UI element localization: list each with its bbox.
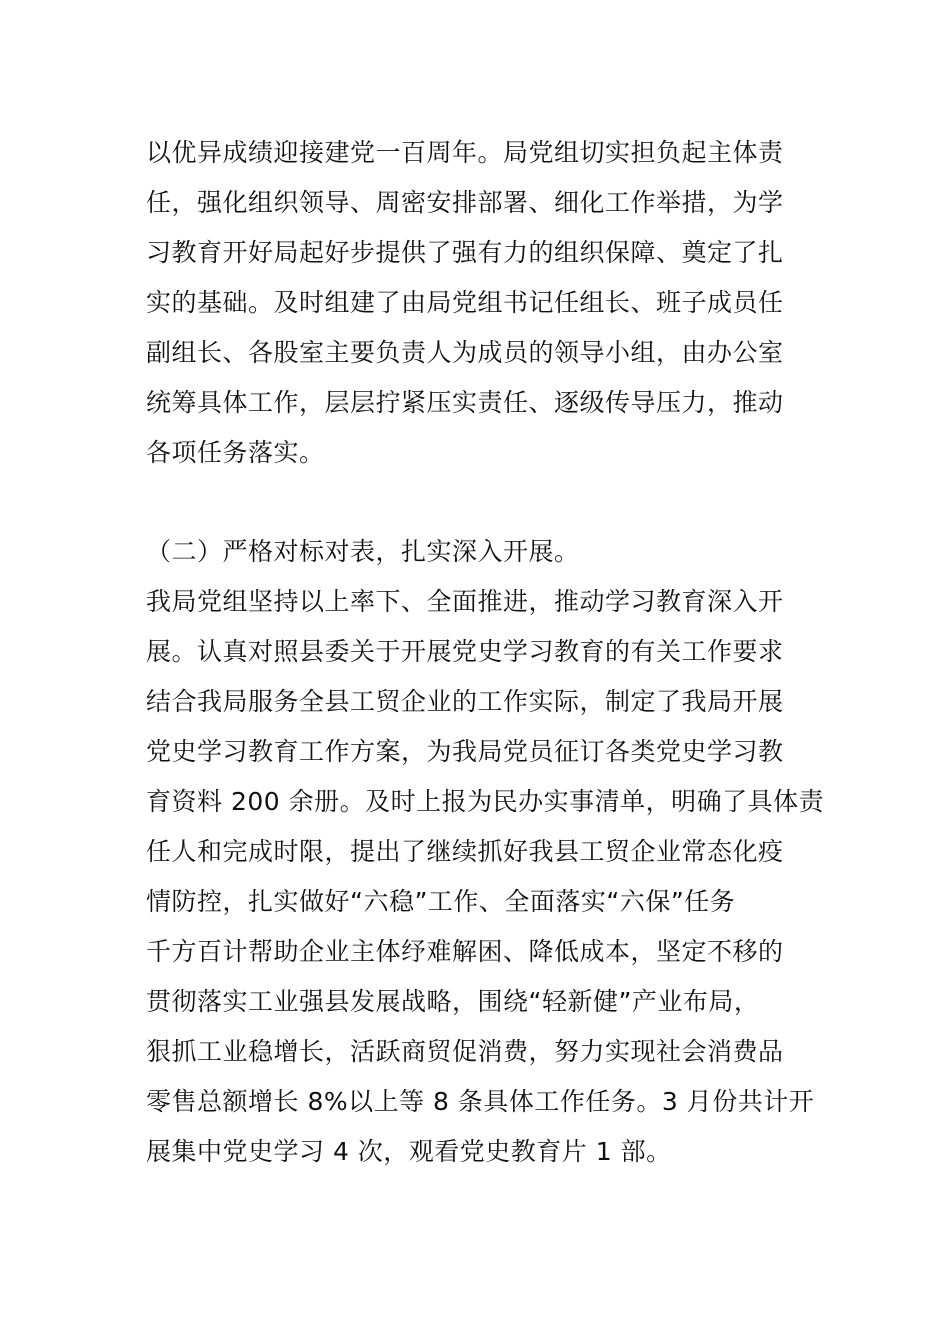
text-line: 以优异成绩迎接建党一百周年。局党组切实担负起主体责 bbox=[146, 138, 784, 167]
text-line: 任，强化组织领导、周密安排部署、细化工作举措，为学 bbox=[146, 188, 784, 217]
text-line: 我局党组坚持以上率下、全面推进，推动学习教育深入开 bbox=[146, 587, 784, 616]
text-line: 零售总额增长 8%以上等 8 条具体工作任务。3 月份共计开 bbox=[146, 1087, 815, 1116]
text-line: 展。认真对照县委关于开展党史学习教育的有关工作要求 bbox=[146, 637, 784, 666]
text-line: 狠抓工业稳增长，活跃商贸促消费，努力实现社会消费品 bbox=[146, 1037, 784, 1066]
section-heading-text: （二）严格对标对表，扎实深入开展。 bbox=[146, 537, 580, 566]
text-line: 实的基础。及时组建了由局党组书记任组长、班子成员任 bbox=[146, 288, 784, 317]
text-line: 结合我局服务全县工贸企业的工作实际，制定了我局开展 bbox=[146, 687, 784, 716]
text-line: 贯彻落实工业强县发展战略，围绕“轻新健”产业布局， bbox=[146, 987, 760, 1016]
text-line: 任人和完成时限，提出了继续抓好我县工贸企业常态化疫 bbox=[146, 837, 784, 866]
text-line: 各项任务落实。 bbox=[146, 438, 325, 467]
text-line: 展集中党史学习 4 次，观看党史教育片 1 部。 bbox=[146, 1137, 672, 1166]
text-line: 育资料 200 余册。及时上报为民办实事清单，明确了具体责 bbox=[146, 787, 825, 816]
text-line: 统筹具体工作，层层拧紧压实责任、逐级传导压力，推动 bbox=[146, 388, 784, 417]
text-line: 千方百计帮助企业主体纾难解困、降低成本，坚定不移的 bbox=[146, 937, 784, 966]
text-line: 情防控，扎实做好“六稳”工作、全面落实“六保”任务 bbox=[146, 887, 736, 916]
text-line: 党史学习教育工作方案，为我局党员征订各类党史学习教 bbox=[146, 737, 784, 766]
paragraph-1 bbox=[146, 128, 826, 478]
paragraph-2 bbox=[146, 577, 826, 1177]
section-heading bbox=[146, 527, 826, 577]
text-line: 副组长、各股室主要负责人为成员的领导小组，由办公室 bbox=[146, 338, 784, 367]
text-line: 习教育开好局起好步提供了强有力的组织保障、奠定了扎 bbox=[146, 238, 784, 267]
